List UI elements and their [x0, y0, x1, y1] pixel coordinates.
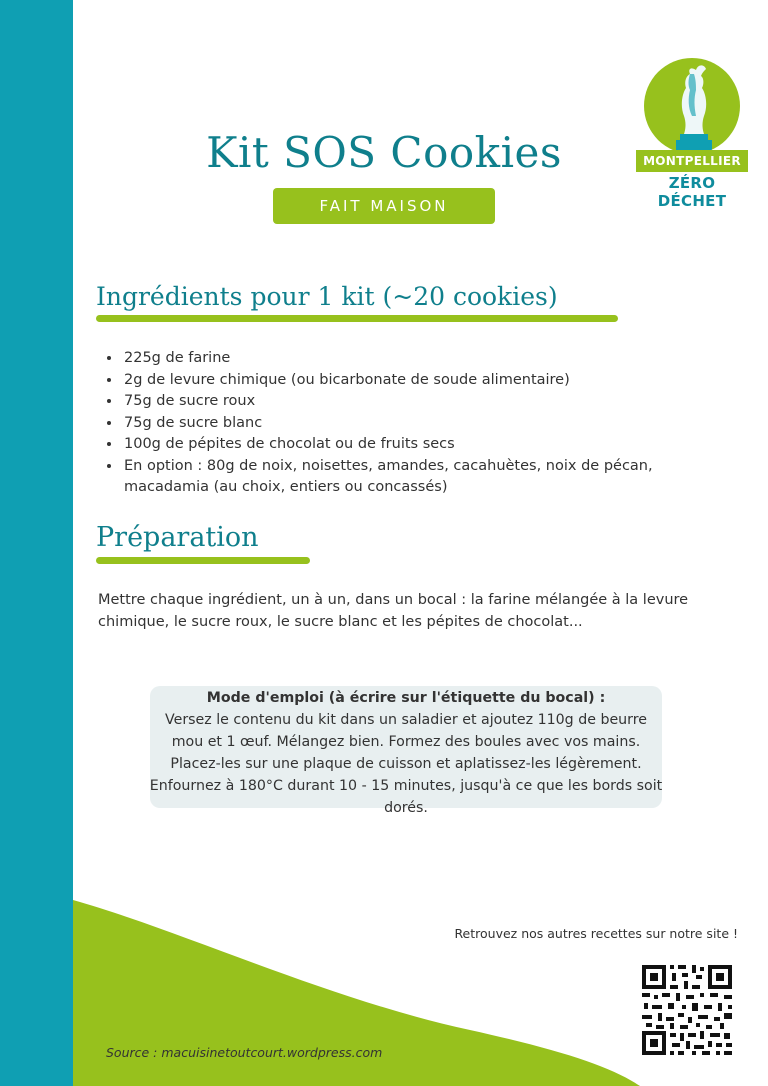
website-note: Retrouvez nos autres recettes sur notre site ! — [454, 926, 738, 941]
list-item: • En option : 80g de noix, noisettes, amandes, cacahuètes, noix de pécan, macadamia (au choix, entiers ou concassés) — [122, 456, 702, 499]
preparation-text: Mettre chaque ingrédient, un à un, dans un bocal : la farine mélangée à la levure chimique, le sucre roux, le sucre blanc et les pépites de chocolat... — [98, 592, 689, 630]
subtitle-badge: FAIT MAISON — [273, 188, 495, 224]
preparation-heading-underline — [96, 557, 310, 564]
instructions-body: Versez le contenu du kit dans un saladier et ajoutez 110g de beurre mou et 1 œuf. Mélangez bien. Formez des boules avec vos mains. Placez-les sur une plaque de cuisson et aplatissez-les légèrement. Enfournez à 180°C durant 10 - 15 minutes, jusqu'à ce que les bords soit dorés. — [149, 712, 663, 816]
list-item: • 225g de farine — [122, 348, 702, 370]
ingredients-list — [102, 348, 702, 499]
logo-subtitle-part1: ZÉRO — [668, 174, 716, 192]
list-item: • 100g de pépites de chocolat ou de fruits secs — [122, 434, 702, 456]
instructions-title: Mode d'emploi (à écrire sur l'étiquette du bocal) : — [206, 690, 606, 706]
ingredients-heading: Ingrédients pour 1 kit (~20 cookies) — [96, 282, 558, 311]
list-item: • 75g de sucre roux — [122, 391, 702, 413]
list-item: • 2g de levure chimique (ou bicarbonate de soude alimentaire) — [122, 370, 702, 392]
page-title: Kit SOS Cookies — [206, 128, 562, 177]
logo-subtitle — [636, 174, 748, 210]
list-item: • 75g de sucre blanc — [122, 413, 702, 435]
logo-circle — [644, 58, 740, 154]
logo-subtitle-part2: DÉCHET — [657, 192, 727, 210]
instructions-text — [148, 687, 664, 819]
logo-banner: MONTPELLIER — [636, 150, 748, 172]
preparation-heading: Préparation — [96, 522, 259, 553]
qr-code-icon[interactable] — [640, 963, 734, 1057]
logo — [636, 58, 748, 210]
ingredients-heading-underline — [96, 315, 618, 322]
source-credit: Source : macuisinetoutcourt.wordpress.com — [106, 1045, 383, 1060]
statue-icon — [644, 58, 740, 154]
